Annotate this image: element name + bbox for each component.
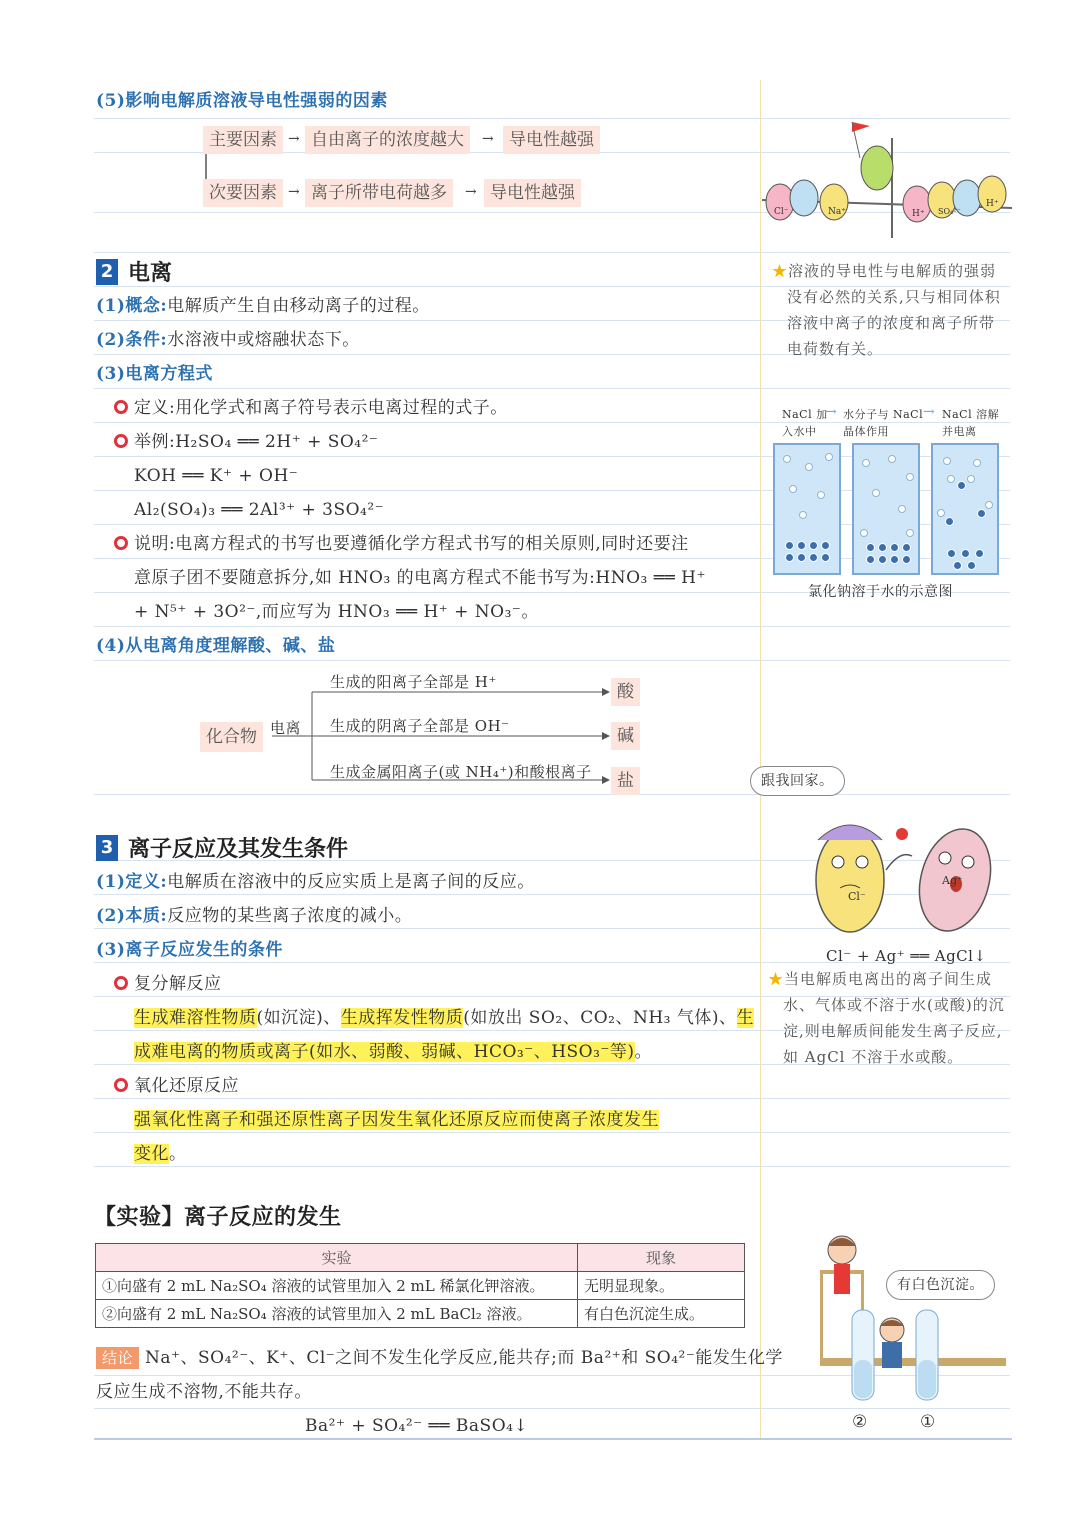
column-header: 现象 [578,1244,745,1272]
panel-label-3: NaCl 溶解 并电离 [942,408,1000,438]
baso4-equation: Ba²⁺ + SO₄²⁻ ══ BaSO₄↓ [305,1416,529,1436]
bullet-icon [114,400,128,414]
conclusion-line-1: 结论 Na⁺、SO₄²⁻、K⁺、Cl⁻之间不发生化学反应,能共存;而 Ba²⁺和 SO₄²⁻能发生化学 [96,1346,783,1370]
agcl-equation: Cl⁻ + Ag⁺ ══ AgCl↓ [826,947,987,965]
compound-pill: 化合物 [200,722,263,752]
star-icon: ★ [772,262,789,280]
charge-pill: 离子所带电荷越多 [305,179,453,207]
acid-rule: 生成的阳离子全部是 H⁺ [330,673,497,691]
beaker-panel-3 [931,443,999,575]
definition-line: (1)定义:电解质在溶液中的反应实质上是离子间的反应。 [96,872,535,892]
concentration-pill: 自由离子的浓度越大 [305,126,470,154]
main-factor-pill: 主要因素 [203,126,283,154]
beaker-panel-2 [852,443,920,575]
note-line-2: 意原子团不要随意拆分,如 HNO₃ 的电离方程式不能书写为:HNO₃ ══ H⁺ [134,568,706,588]
conductivity-pill-2: 导电性越强 [484,179,581,207]
arrow-icon: → [923,404,935,420]
section-title: 电离 [128,261,173,286]
redox-line-1: 强氧化性离子和强还原性离子因发生氧化还原反应而使离子浓度发生 [134,1110,659,1130]
margin-line [760,80,761,1440]
conclusion-tag: 结论 [96,1347,139,1369]
experiment-table [95,1243,745,1328]
table-cell: ①向盛有 2 mL Na₂SO₄ 溶液的试管里加入 2 mL 稀氯化钾溶液。 [96,1272,578,1300]
svg-text:SO₄²⁻: SO₄²⁻ [938,207,961,216]
svg-text:Na⁺: Na⁺ [828,207,846,217]
bullet-icon [114,536,128,550]
table-row [96,1300,745,1328]
star-icon: ★ [768,970,785,988]
metathesis-line-1: 生成难溶性物质(如沉淀)、生成挥发性物质(如放出 SO₂、CO₂、NH₃ 气体)、生 [134,1008,755,1028]
beaker-panel-1 [773,443,841,575]
svg-text:H⁺: H⁺ [986,199,999,209]
bullet-icon [114,1078,128,1092]
panel-caption: 氯化钠溶于水的示意图 [808,584,953,600]
table-cell: 有白色沉淀生成。 [578,1300,745,1328]
arrow-icon: → [465,184,477,200]
speech-bubble: 跟我回家。 [750,766,845,796]
concept-line: (1)概念:电解质产生自由移动离子的过程。 [96,296,430,316]
ion-tug-of-war-illustration [762,118,1012,248]
example-line: 举例:H₂SO₄ ══ 2H⁺ + SO₄²⁻ [114,430,378,454]
svg-text:Ag⁺: Ag⁺ [942,874,963,887]
column-header: 实验 [96,1244,578,1272]
speech-bubble: 有白色沉淀。 [886,1270,995,1300]
arrow-icon: → [482,131,494,147]
table-row [96,1272,745,1300]
acid-pill: 酸 [611,678,640,706]
section-title: 离子反应及其发生条件 [128,837,349,862]
svg-text:H⁺: H⁺ [912,209,925,219]
table-cell: ②向盛有 2 mL Na₂SO₄ 溶液的试管里加入 2 mL BaCl₂ 溶液。 [96,1300,578,1328]
conclusion-line-2: 反应生成不溶物,不能共存。 [96,1382,312,1402]
al2so43-equation: Al₂(SO₄)₃ ══ 2Al³⁺ + 3SO₄²⁻ [134,500,385,520]
note-line-3: + N⁵⁺ + 3O²⁻,而应写为 HNO₃ ══ H⁺ + NO₃⁻。 [134,602,539,622]
salt-pill: 盐 [611,767,640,795]
sidebar-note-2: ★当电解质电离出的离子间生成 水、气体或不溶于水(或酸)的沉 淀,则电解质间能发生离子反应, 如 AgCl 不溶于水或酸。 [768,970,1005,1066]
ionize-label: 电离 [270,719,302,737]
svg-text:Cl⁻: Cl⁻ [774,207,789,217]
definition-line: 定义:用化学式和离子符号表示电离过程的式子。 [114,396,508,420]
metathesis-label: 复分解反应 [114,972,222,996]
metathesis-line-2: 成难电离的物质或离子(如水、弱酸、弱碱、HCO₃⁻、HSO₃⁻等)。 [134,1042,653,1062]
section-number: 2 [96,259,118,285]
tube-label-1: ① [920,1412,936,1432]
tube-label-2: ② [852,1412,868,1432]
factors-heading: (5)影响电解质溶液导电性强弱的因素 [96,91,388,111]
panel-label-1: NaCl 加 入水中 [782,408,828,438]
equation-heading: (3)电离方程式 [96,364,213,384]
redox-line-2: 变化。 [134,1144,187,1164]
test-tube-illustration [812,1230,1012,1410]
arrow-icon: → [288,184,300,200]
panel-label-2: 水分子与 NaCl 晶体作用 [843,408,924,438]
bottom-rule [94,1438,1012,1440]
secondary-factor-pill: 次要因素 [203,179,283,207]
arrow-icon: → [825,404,837,420]
arrow-icon: → [288,131,300,147]
section-3-heading [96,832,348,863]
sidebar-note-1: ★溶液的导电性与电解质的强弱 没有必然的关系,只与相同体积 溶液中离子的浓度和离子所带 电荷数有关。 [772,262,1001,358]
essence-line: (2)本质:反应物的某些离子浓度的减小。 [96,906,413,926]
bullet-icon [114,434,128,448]
conductivity-pill: 导电性越强 [503,126,600,154]
section-number: 3 [96,835,118,861]
table-cell: 无明显现象。 [578,1272,745,1300]
bullet-icon [114,976,128,990]
note-line-1: 说明:电离方程式的书写也要遵循化学方程式书写的相关原则,同时还要注 [114,532,689,556]
koh-equation: KOH ══ K⁺ + OH⁻ [134,466,299,486]
experiment-title: 【实验】离子反应的发生 [94,1205,342,1230]
svg-text:Cl⁻: Cl⁻ [848,890,866,903]
salt-rule: 生成金属阳离子(或 NH₄⁺)和酸根离子 [330,763,592,781]
conditions-heading: (3)离子反应发生的条件 [96,940,283,960]
condition-line: (2)条件:水溶液中或熔融状态下。 [96,330,360,350]
chloride-silver-illustration [790,800,1010,950]
redox-label: 氧化还原反应 [114,1074,239,1098]
base-pill: 碱 [611,722,640,750]
section-2-heading [96,256,172,287]
base-rule: 生成的阴离子全部是 OH⁻ [330,717,510,735]
acid-base-salt-heading: (4)从电离角度理解酸、碱、盐 [96,636,336,656]
